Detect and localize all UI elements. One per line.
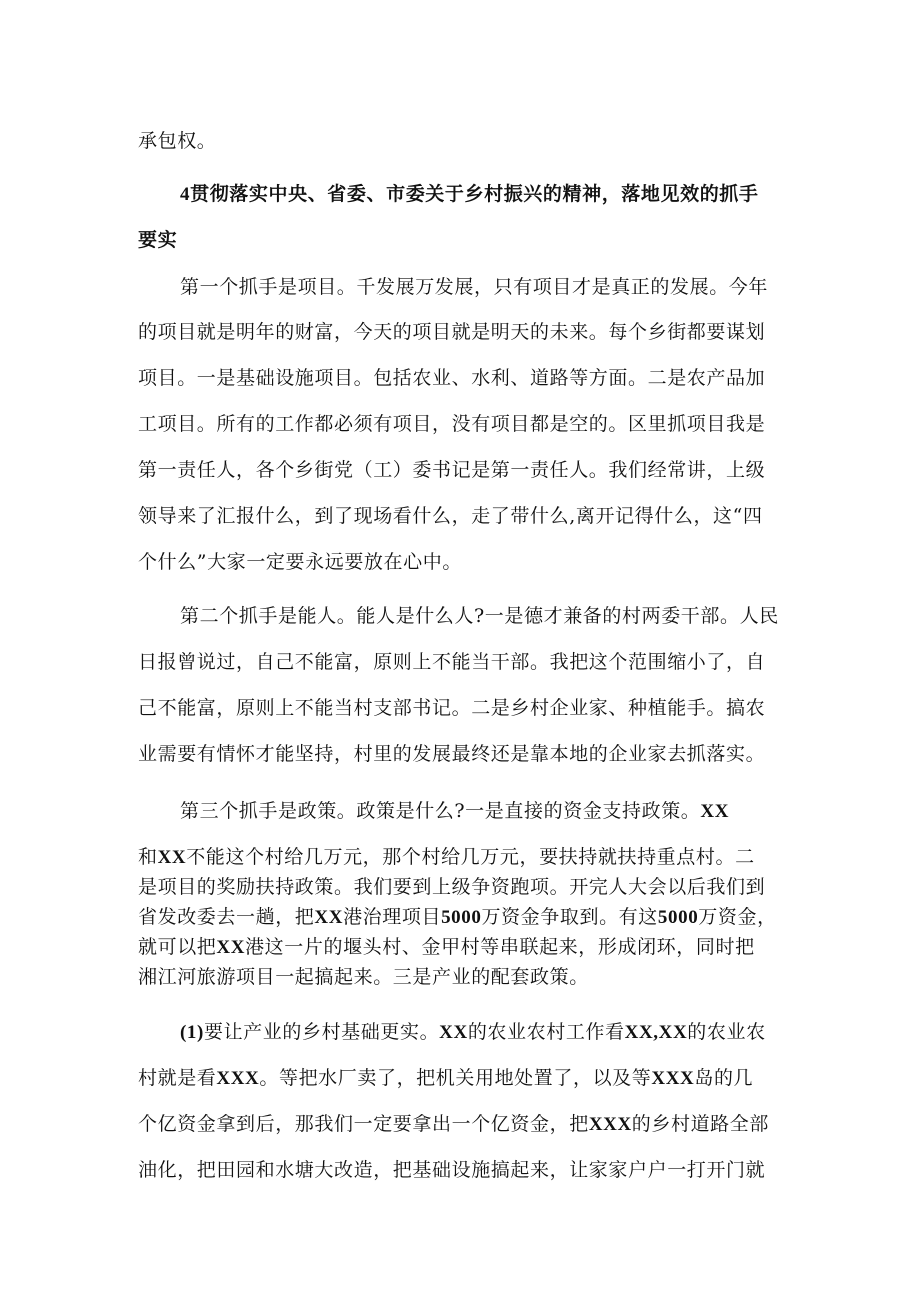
text-line: 个什么”大家一定要永远要放在心中。 (138, 551, 462, 573)
section-heading: 要实 (138, 229, 178, 251)
text-line: 项目。一是基础设施项目。包括农业、水利、道路等方面。二是农产品加 (138, 367, 766, 389)
section-heading: 4贯彻落实中央、省委、市委关于乡村振兴的精神，落地见效的抓手 (180, 183, 759, 205)
text-line: 是项目的奖励扶持政策。我们要到上级争资跑项。开完人大会以后我们到 (138, 876, 766, 898)
text-line: 第一责任人，各个乡街党（工）委书记是第一责任人。我们经常讲，上级 (138, 459, 766, 481)
text-line: 就可以把XX港这一片的堰头村、金甲村等串联起来，形成闭环，同时把 (138, 936, 755, 958)
text-line: 和XX不能这个村给几万元，那个村给几万元，要扶持就扶持重点村。二 (138, 846, 755, 868)
text-line: 领导来了汇报什么，到了现场看什么，走了带什么,离开记得什么，这“四 (138, 505, 763, 527)
text-line: 己不能富，原则上不能当村支部书记。二是乡村企业家、种植能手。搞农 (138, 697, 766, 719)
text-line: 承包权。 (138, 130, 217, 152)
text-line: 工项目。所有的工作都必须有项目，没有项目都是空的。区里抓项目我是 (138, 413, 766, 435)
text-line: 村就是看XXX。等把水厂卖了，把机关用地处置了，以及等XXX岛的几 (138, 1067, 754, 1089)
text-line: 第二个抓手是能人。能人是什么人?一是德才兼备的村两委干部。人民 (180, 605, 779, 627)
text-line: 第三个抓手是政策。政策是什么?一是直接的资金支持政策。XX (180, 800, 730, 822)
text-line: 业需要有情怀才能坚持，村里的发展最终还是靠本地的企业家去抓落实。 (138, 743, 766, 765)
text-line: 个亿资金拿到后，那我们一定要拿出一个亿资金，把XXX的乡村道路全部 (138, 1113, 769, 1135)
text-line: 湘江河旅游项目一起搞起来。三是产业的配套政策。 (138, 966, 589, 988)
text-line: 第一个抓手是项目。千发展万发展，只有项目才是真正的发展。今年 (180, 276, 769, 298)
text-line: (1)要让产业的乡村基础更实。XX的农业农村工作看XX,XX的农业农 (180, 1021, 766, 1043)
text-line: 省发改委去一趟，把XX港治理项目5000万资金争取到。有这5000万资金， (138, 906, 777, 928)
text-line: 日报曾说过，自己不能富，原则上不能当干部。我把这个范围缩小了，自 (138, 651, 766, 673)
text-line: 的项目就是明年的财富，今天的项目就是明天的未来。每个乡街都要谋划 (138, 321, 766, 343)
text-line: 油化，把田园和水塘大改造，把基础设施搞起来，让家家户户一打开门就 (138, 1159, 766, 1181)
